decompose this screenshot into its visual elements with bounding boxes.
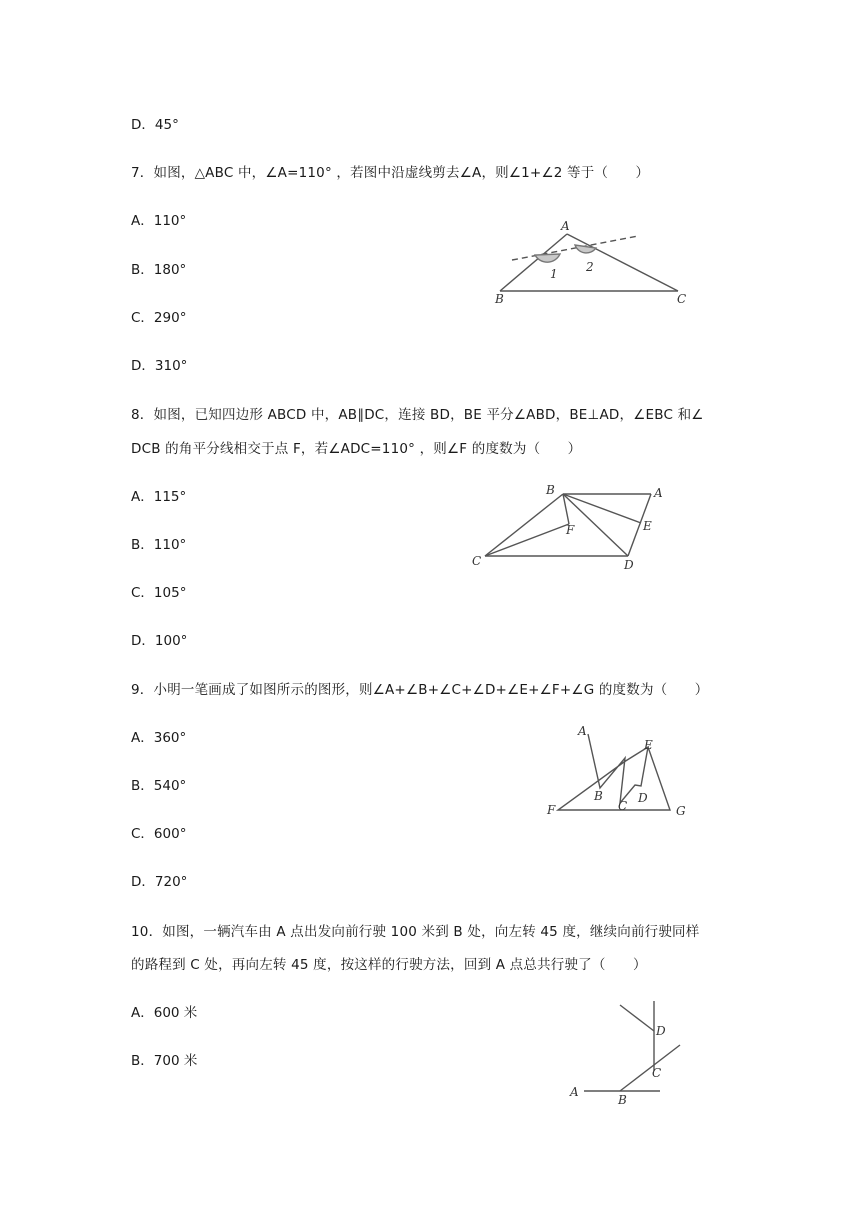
q8-quadrilateral-figure [468,480,678,575]
q8-option-d: D．100° [131,633,188,649]
question-8-line-2: DCB 的角平分线相交于点 F，若∠ADC=110° ，则∠F 的度数为（ ） [131,441,582,457]
q10-label-c: C [652,1066,662,1080]
q9-option-b: B．540° [131,778,187,794]
q8-label-d: D [624,558,634,572]
q10-label-b: B [618,1093,627,1107]
question-10-line-2: 的路程到 C 处，再向左转 45 度，按这样的行驶方法，回到 A 点总共行驶了（ ） [131,957,647,973]
q9-label-e: E [644,738,653,752]
question-8-line-1: 8．如图，已知四边形 ABCD 中，AB∥DC，连接 BD，BE 平分∠ABD，BE⊥AD，∠EBC 和∠ [131,407,704,423]
q10-label-a: A [570,1085,579,1099]
q7-option-d: D．310° [131,358,188,374]
q8-option-b: B．110° [131,537,187,553]
option-d-q6: D．45° [131,117,179,133]
q9-option-c: C．600° [131,826,187,842]
question-9-text: 9．小明一笔画成了如图所示的图形，则∠A+∠B+∠C+∠D+∠E+∠F+∠G 的度数为（ ） [131,682,709,698]
q10-option-a: A．600 米 [131,1005,198,1021]
q7-option-b: B．180° [131,262,187,278]
q9-option-d: D．720° [131,874,188,890]
q7-label-angle-1: 1 [550,267,558,281]
question-10-line-1: 10．如图，一辆汽车由 A 点出发向前行驶 100 米到 B 处，向左转 45 度，继续向前行驶同样 [131,924,700,940]
q7-label-a: A [561,219,570,233]
q9-option-a: A．360° [131,730,187,746]
q7-label-angle-2: 2 [586,260,594,274]
q9-label-c: C [618,799,628,813]
q7-triangle-figure [490,216,700,308]
q9-one-stroke-figure [540,720,700,825]
q7-label-c: C [677,292,687,306]
q10-label-d: D [656,1024,666,1038]
q8-label-c: C [472,554,482,568]
q9-label-d: D [638,791,648,805]
q7-option-c: C．290° [131,310,187,326]
q8-label-a: A [654,486,663,500]
q7-option-a: A．110° [131,213,187,229]
q8-label-b: B [546,483,555,497]
q9-label-f: F [547,803,556,817]
q9-label-a: A [578,724,587,738]
q8-option-a: A．115° [131,489,187,505]
q9-label-b: B [594,789,603,803]
q8-label-e: E [643,519,652,533]
q9-label-g: G [676,804,686,818]
q10-option-b: B．700 米 [131,1053,198,1069]
q8-option-c: C．105° [131,585,187,601]
question-7-text: 7．如图，△ABC 中，∠A=110° ，若图中沿虚线剪去∠A，则∠1+∠2 等于（ ） [131,165,650,181]
q10-path-figure [560,995,690,1110]
q8-label-f: F [566,523,575,537]
q7-label-b: B [495,292,504,306]
